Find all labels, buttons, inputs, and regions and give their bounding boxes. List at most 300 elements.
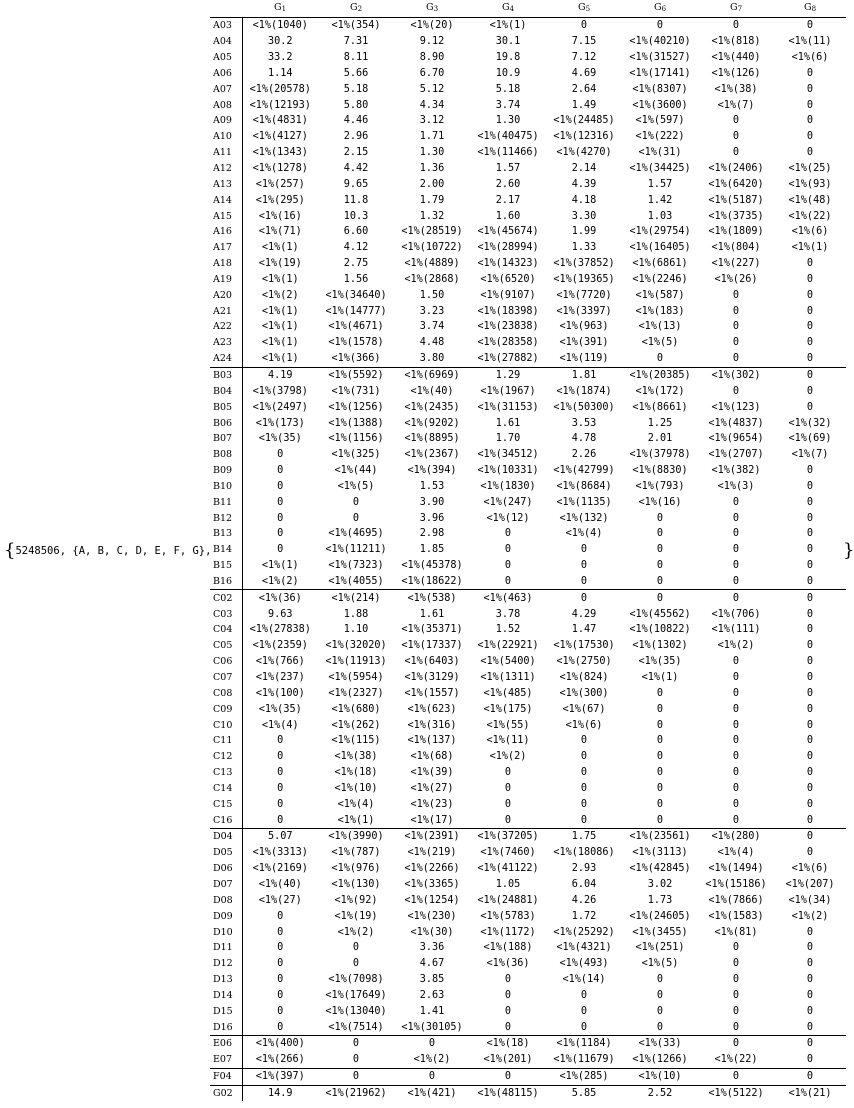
- table-cell: 1.47: [571, 624, 597, 636]
- table-cell: <1%(8830): [632, 465, 688, 477]
- table-cell: 0: [580, 735, 588, 747]
- table-cell: 2.52: [622, 1085, 698, 1101]
- table-cell: 2.15: [343, 147, 369, 159]
- table-cell: <1%(1040): [252, 20, 308, 32]
- table-row: [210, 351, 846, 367]
- table-cell: 1.85: [419, 544, 445, 556]
- table-cell: <1%(4831): [252, 115, 308, 127]
- table-cell: 7.12: [571, 52, 597, 64]
- table-cell: 30.2: [267, 36, 293, 48]
- table-cell: <1%(2): [337, 926, 375, 938]
- row-label: A11: [210, 145, 242, 161]
- table-cell: <1%(11): [788, 36, 832, 48]
- table-cell: 0: [806, 544, 814, 556]
- table-cell: <1%(3313): [252, 847, 308, 859]
- table-cell: 14.9: [242, 1085, 318, 1101]
- table-cell: <1%(1256): [328, 401, 384, 413]
- table-cell: <1%(42845): [629, 863, 691, 875]
- table-cell: <1%(19): [258, 258, 302, 270]
- table-cell: 0: [732, 719, 740, 731]
- table-cell: <1%(28994): [477, 242, 539, 254]
- table-cell: <1%(188): [483, 942, 533, 954]
- table-cell: <1%(40): [410, 385, 454, 397]
- table-cell: 2.64: [571, 83, 597, 95]
- row-label: C10: [210, 717, 242, 733]
- table-cell: 3.74: [419, 321, 445, 333]
- table-cell: 4.26: [571, 894, 597, 906]
- table-cell: <1%(302): [698, 367, 774, 383]
- table-cell: <1%(126): [711, 67, 761, 79]
- table-cell: 0: [732, 974, 740, 986]
- row-label: D04: [210, 829, 242, 845]
- table-cell: 0: [806, 1005, 814, 1017]
- table-cell: 0: [806, 624, 814, 636]
- table-cell: 0: [732, 147, 740, 159]
- row-label: A05: [210, 50, 242, 66]
- table-cell: <1%(1302): [632, 640, 688, 652]
- table-cell: <1%(2): [413, 1054, 451, 1066]
- column-header-base: G: [501, 2, 510, 13]
- table-cell: 1.61: [419, 608, 445, 620]
- row-label: B10: [210, 478, 242, 494]
- table-cell: <1%(7514): [328, 1021, 384, 1033]
- table-cell: <1%(37205): [470, 829, 546, 845]
- table-cell: 0: [732, 942, 740, 954]
- table-cell: 1.49: [571, 99, 597, 111]
- table-cell: <1%(2): [261, 289, 299, 301]
- row-label: A18: [210, 256, 242, 272]
- row-label: D08: [210, 892, 242, 908]
- table-cell: 0: [277, 496, 284, 508]
- table-cell: 0: [806, 1021, 814, 1033]
- table-cell: 7.15: [571, 36, 597, 48]
- table-cell: <1%(22): [788, 210, 832, 222]
- table-cell: <1%(48115): [470, 1085, 546, 1101]
- table-cell: 3.53: [571, 417, 597, 429]
- table-cell: <1%(6520): [480, 273, 536, 285]
- table-cell: <1%(3113): [632, 847, 688, 859]
- table-cell: 0: [277, 974, 284, 986]
- table-cell: 0: [698, 1068, 774, 1085]
- table-cell: <1%(10331): [477, 465, 539, 477]
- table-cell: 0: [806, 974, 814, 986]
- header-row: [210, 0, 846, 18]
- table-cell: 0: [580, 989, 588, 1001]
- table-cell: 4.19: [242, 367, 318, 383]
- table-cell: 0: [732, 672, 740, 684]
- table-cell: 1.73: [647, 894, 673, 906]
- table-cell: 10.3: [343, 210, 369, 222]
- row-label: B08: [210, 447, 242, 463]
- table-cell: <1%(623): [407, 703, 457, 715]
- table-cell: <1%(6): [791, 863, 829, 875]
- table-cell: <1%(22): [714, 1054, 758, 1066]
- table-cell: <1%(5): [641, 958, 679, 970]
- table-row: [210, 272, 846, 288]
- table-cell: 0: [806, 512, 814, 524]
- table-cell: 0: [806, 656, 814, 668]
- table-cell: 4.39: [571, 178, 597, 190]
- table-cell: 1.57: [647, 178, 673, 190]
- row-label: B14: [210, 542, 242, 558]
- column-header-subscript: 4: [509, 5, 515, 13]
- table-cell: 0: [732, 751, 740, 763]
- table-cell: 0: [352, 496, 360, 508]
- table-cell: 3.80: [419, 353, 445, 365]
- table-cell: 0: [732, 814, 740, 826]
- table-cell: 0: [732, 353, 740, 365]
- table-cell: 6.04: [571, 878, 597, 890]
- table-cell: 0: [656, 512, 664, 524]
- table-cell: 0: [656, 544, 664, 556]
- column-header-base: G: [729, 2, 738, 13]
- table-cell: <1%(37978): [629, 449, 691, 461]
- table-cell: 2.63: [419, 989, 445, 1001]
- table-cell: <1%(1): [261, 560, 299, 572]
- table-cell: 1.36: [419, 163, 445, 175]
- table-cell: 6.60: [343, 226, 369, 238]
- table-cell: <1%(5187): [708, 194, 764, 206]
- letter-list: {A, B, C, D, E, F, G}: [72, 545, 206, 557]
- table-cell: <1%(40): [258, 878, 302, 890]
- table-cell: <1%(5122): [698, 1085, 774, 1101]
- table-row: [210, 1068, 846, 1085]
- table-cell: <1%(17337): [401, 640, 463, 652]
- table-cell: <1%(14777): [325, 305, 387, 317]
- table-cell: 0: [504, 798, 512, 810]
- table-cell: 1.61: [495, 417, 521, 429]
- table-cell: <1%(4): [717, 847, 755, 859]
- table-cell: <1%(13040): [325, 1005, 387, 1017]
- table-cell: <1%(45378): [401, 560, 463, 572]
- table-cell: 0: [277, 767, 284, 779]
- table-cell: <1%(300): [559, 687, 609, 699]
- table-cell: 0: [806, 67, 814, 79]
- table-cell: <1%(766): [255, 656, 305, 668]
- table-cell: 0: [580, 1005, 588, 1017]
- table-cell: 0: [504, 1005, 512, 1017]
- table-cell: 2.75: [343, 258, 369, 270]
- table-cell: 0: [806, 798, 814, 810]
- table-cell: 30.1: [495, 36, 521, 48]
- table-cell: 0: [504, 767, 512, 779]
- table-cell: <1%(4671): [328, 321, 384, 333]
- table-cell: <1%(266): [255, 1054, 305, 1066]
- table-cell: <1%(1557): [404, 687, 460, 699]
- table-cell: 7.31: [343, 36, 369, 48]
- table-cell: 1.14: [267, 67, 293, 79]
- table-cell: <1%(35): [258, 703, 302, 715]
- table-cell: <1%(55): [486, 719, 530, 731]
- table-cell: 0: [656, 735, 664, 747]
- table-cell: <1%(8307): [632, 83, 688, 95]
- table-cell: 0: [774, 367, 846, 383]
- table-cell: <1%(32020): [325, 640, 387, 652]
- table-cell: <1%(34425): [629, 163, 691, 175]
- table-cell: <1%(45562): [629, 608, 691, 620]
- table-cell: <1%(6): [565, 719, 603, 731]
- row-label: A03: [210, 18, 242, 34]
- table-row: [210, 129, 846, 145]
- table-cell: 0: [352, 1054, 360, 1066]
- row-label: B05: [210, 399, 242, 415]
- table-cell: 0: [806, 942, 814, 954]
- table-cell: 4.69: [571, 67, 597, 79]
- table-cell: 0: [580, 544, 588, 556]
- table-cell: 3.74: [495, 99, 521, 111]
- table-cell: 0: [277, 1021, 284, 1033]
- table-cell: <1%(33): [622, 1036, 698, 1052]
- row-label: D10: [210, 924, 242, 940]
- table-cell: <1%(6861): [632, 258, 688, 270]
- table-row: [210, 861, 846, 877]
- table-cell: <1%(19365): [553, 273, 615, 285]
- table-cell: <1%(2): [717, 640, 755, 652]
- table-cell: 2.17: [495, 194, 521, 206]
- row-label: C07: [210, 670, 242, 686]
- table-cell: <1%(4837): [708, 417, 764, 429]
- table-cell: <1%(1494): [708, 863, 764, 875]
- table-cell: 4.48: [419, 337, 445, 349]
- table-cell: 4.12: [343, 242, 369, 254]
- table-cell: 0: [806, 687, 814, 699]
- table-cell: <1%(17): [410, 814, 454, 826]
- comma-separator: ,: [205, 545, 212, 557]
- row-label: B06: [210, 415, 242, 431]
- table-row: [210, 494, 846, 510]
- table-row: [210, 176, 846, 192]
- table-row: [210, 224, 846, 240]
- table-cell: <1%(440): [711, 52, 761, 64]
- table-row: [210, 717, 846, 733]
- table-row: [210, 1085, 846, 1101]
- table-cell: <1%(9107): [480, 289, 536, 301]
- table-cell: 5.80: [343, 99, 369, 111]
- table-row: [210, 845, 846, 861]
- table-cell: <1%(316): [407, 719, 457, 731]
- table-cell: 0: [277, 958, 284, 970]
- table-cell: <1%(8661): [632, 401, 688, 413]
- table-cell: <1%(3798): [252, 385, 308, 397]
- row-label: D11: [210, 940, 242, 956]
- table-cell: 1.56: [343, 273, 369, 285]
- table-cell: <1%(2391): [394, 829, 470, 845]
- table-cell: 0: [352, 958, 360, 970]
- table-cell: <1%(183): [635, 305, 685, 317]
- table-row: [210, 956, 846, 972]
- table-cell: 9.12: [419, 36, 445, 48]
- table-cell: <1%(12193): [249, 99, 311, 111]
- row-label: B03: [210, 367, 242, 383]
- table-cell: <1%(14323): [477, 258, 539, 270]
- table-cell: 0: [732, 305, 740, 317]
- table-cell: 1.79: [419, 194, 445, 206]
- table-cell: <1%(1): [261, 273, 299, 285]
- table-cell: <1%(2266): [404, 863, 460, 875]
- table-cell: <1%(2246): [632, 273, 688, 285]
- table-cell: <1%(24605): [629, 910, 691, 922]
- table-cell: 0: [732, 1021, 740, 1033]
- table-row: [210, 240, 846, 256]
- table-cell: 4.78: [571, 433, 597, 445]
- table-cell: 4.67: [419, 958, 445, 970]
- table-cell: 0: [277, 544, 284, 556]
- table-cell: <1%(10): [334, 782, 378, 794]
- table-cell: 0: [318, 1068, 394, 1085]
- table-row: [210, 685, 846, 701]
- table-row: [210, 478, 846, 494]
- table-cell: <1%(123): [711, 401, 761, 413]
- table-cell: <1%(16): [638, 496, 682, 508]
- row-label: A06: [210, 66, 242, 82]
- row-label: A16: [210, 224, 242, 240]
- table-cell: <1%(21): [774, 1085, 846, 1101]
- table-cell: 0: [656, 751, 664, 763]
- table-row: [210, 606, 846, 622]
- table-cell: 4.18: [571, 194, 597, 206]
- table-cell: 0: [732, 337, 740, 349]
- table-cell: <1%(45674): [477, 226, 539, 238]
- table-cell: <1%(2367): [404, 449, 460, 461]
- table-row: [210, 161, 846, 177]
- table-row: [210, 558, 846, 574]
- row-label: A14: [210, 192, 242, 208]
- table-cell: 4.42: [343, 163, 369, 175]
- row-label: F04: [210, 1068, 242, 1085]
- table-cell: 3.23: [419, 305, 445, 317]
- column-header: [698, 0, 774, 18]
- table-row: [210, 892, 846, 908]
- table-cell: <1%(2497): [252, 401, 308, 413]
- table-cell: 1.99: [571, 226, 597, 238]
- table-cell: <1%(1135): [556, 496, 612, 508]
- table-row: [210, 113, 846, 129]
- table-cell: 3.90: [419, 496, 445, 508]
- table-cell: <1%(6420): [708, 178, 764, 190]
- row-label: A21: [210, 303, 242, 319]
- table-cell: <1%(36): [486, 958, 530, 970]
- table-cell: 1.33: [571, 242, 597, 254]
- table-cell: <1%(1): [261, 321, 299, 333]
- table-row: [210, 415, 846, 431]
- table-row: [210, 81, 846, 97]
- table-cell: 0: [806, 465, 814, 477]
- table-cell: 0: [504, 544, 512, 556]
- table-cell: 0: [732, 1005, 740, 1017]
- table-row: [210, 50, 846, 66]
- table-cell: <1%(13): [638, 321, 682, 333]
- table-cell: <1%(400): [242, 1036, 318, 1052]
- table-cell: <1%(173): [255, 417, 305, 429]
- table-cell: <1%(680): [331, 703, 381, 715]
- table-cell: <1%(100): [255, 687, 305, 699]
- table-cell: 0: [806, 640, 814, 652]
- table-row: [210, 145, 846, 161]
- row-label: B13: [210, 526, 242, 542]
- table-cell: 1.03: [647, 210, 673, 222]
- table-cell: <1%(115): [331, 735, 381, 747]
- table-cell: <1%(1583): [708, 910, 764, 922]
- table-cell: <1%(2): [791, 910, 829, 922]
- table-cell: 0: [504, 974, 512, 986]
- table-cell: 0: [580, 814, 588, 826]
- table-cell: 2.26: [571, 449, 597, 461]
- table-cell: <1%(493): [559, 958, 609, 970]
- table-cell: 0: [806, 847, 814, 859]
- table-cell: 0: [774, 1036, 846, 1052]
- table-cell: 0: [277, 528, 284, 540]
- table-cell: 2.96: [343, 131, 369, 143]
- table-cell: 1.88: [343, 608, 369, 620]
- table-cell: 0: [277, 1005, 284, 1017]
- table-cell: <1%(3600): [632, 99, 688, 111]
- table-cell: <1%(824): [559, 672, 609, 684]
- table-cell: 0: [806, 767, 814, 779]
- table-cell: 0: [698, 1036, 774, 1052]
- row-label: D14: [210, 987, 242, 1003]
- table-row: [210, 287, 846, 303]
- table-cell: <1%(8684): [556, 480, 612, 492]
- table-cell: 1.71: [419, 131, 445, 143]
- table-cell: <1%(295): [255, 194, 305, 206]
- table-cell: 0: [656, 1005, 664, 1017]
- table-cell: 0: [277, 512, 284, 524]
- table-cell: <1%(2359): [252, 640, 308, 652]
- table-row: [210, 1019, 846, 1035]
- row-label: D16: [210, 1019, 242, 1035]
- table-row: [210, 66, 846, 82]
- table-cell: 1.75: [546, 829, 622, 845]
- table-cell: <1%(24485): [553, 115, 615, 127]
- table-cell: <1%(23561): [622, 829, 698, 845]
- table-cell: 3.85: [419, 974, 445, 986]
- table-cell: <1%(11): [486, 735, 530, 747]
- table-cell: 0: [732, 560, 740, 572]
- table-cell: <1%(2868): [404, 273, 460, 285]
- table-row: [210, 796, 846, 812]
- table-cell: <1%(2327): [328, 687, 384, 699]
- row-label: C13: [210, 765, 242, 781]
- table-cell: 2.00: [419, 178, 445, 190]
- row-label: D06: [210, 861, 242, 877]
- row-label: A13: [210, 176, 242, 192]
- table-cell: 0: [806, 289, 814, 301]
- table-cell: <1%(35): [258, 433, 302, 445]
- table-cell: <1%(130): [331, 878, 381, 890]
- row-label: B04: [210, 383, 242, 399]
- table-cell: <1%(48): [788, 194, 832, 206]
- table-cell: 0: [806, 926, 814, 938]
- row-label: A12: [210, 161, 242, 177]
- table-cell: <1%(18398): [477, 305, 539, 317]
- row-label: G02: [210, 1085, 242, 1101]
- table-cell: 5.66: [343, 67, 369, 79]
- row-label: E06: [210, 1036, 242, 1052]
- table-row: [210, 877, 846, 893]
- table-cell: 0: [580, 767, 588, 779]
- table-cell: <1%(7720): [556, 289, 612, 301]
- table-cell: <1%(81): [714, 926, 758, 938]
- column-header: [622, 0, 698, 18]
- table-cell: <1%(976): [331, 863, 381, 875]
- table-cell: <1%(2): [261, 575, 299, 587]
- row-label: B15: [210, 558, 242, 574]
- table-cell: 3.96: [419, 512, 445, 524]
- row-label: B11: [210, 494, 242, 510]
- table-cell: 0: [806, 496, 814, 508]
- table-cell: <1%(4): [337, 798, 375, 810]
- table-cell: 0: [732, 958, 740, 970]
